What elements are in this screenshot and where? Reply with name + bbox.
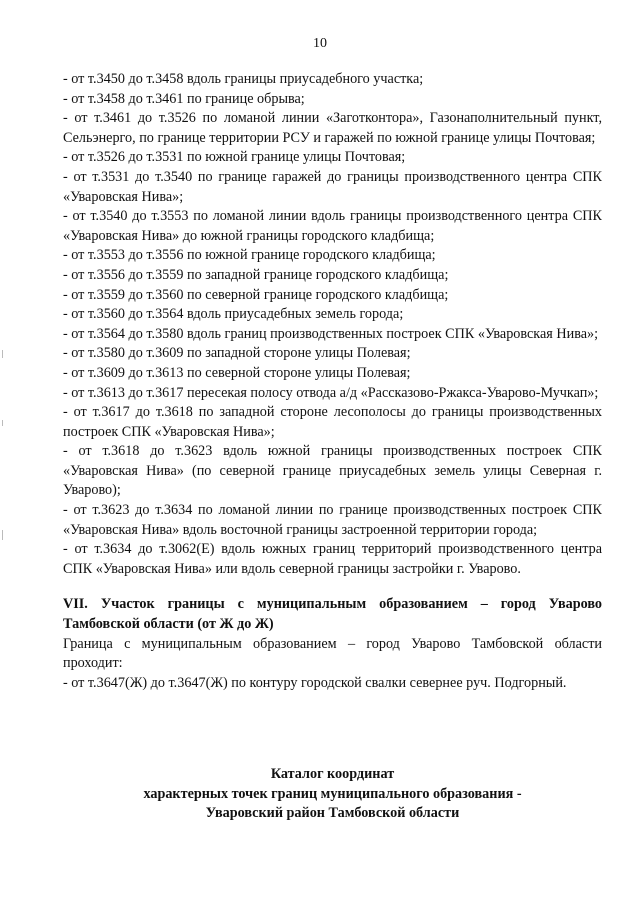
list-item: - от т.3564 до т.3580 вдоль границ производственных построек СПК «Уваровская Нива»;	[63, 325, 599, 342]
catalog-subtitle: характерных точек границ муниципального образования -	[143, 785, 522, 802]
spacer	[63, 579, 602, 595]
list-item: - от т.3560 до т.3564 вдоль приусадебных земель города;	[63, 306, 404, 323]
list-item: - от т.3634 до т.3062(Е) вдоль южных границ территорий производственного центра СПК «Уваровская Нива» или вдоль северной границы застройки г. Уварово.	[63, 541, 602, 577]
list-item: - от т.3559 до т.3560 по северной границе городского кладбища;	[63, 286, 449, 303]
list-item: - от т.3540 до т.3553 по ломаной линии вдоль границы производственного центра СПК «Уваровская Нива» до южной границы городского кладбища;	[63, 208, 602, 244]
catalog-subtitle: Уваровский район Тамбовской области	[205, 805, 460, 822]
margin-mark	[2, 420, 3, 426]
margin-mark	[2, 350, 3, 358]
list-item: - от т.3461 до т.3526 по ломаной линии «Заготконтора», Газонаполнительный пункт, Сельэнерго, по границе территории РСУ и гаражей по южной границе улицы Почтовая;	[63, 110, 602, 146]
list-item: - от т.3526 до т.3531 по южной границе улицы Почтовая;	[63, 149, 406, 166]
page-number: 10	[313, 36, 327, 51]
list-item: - от т.3556 до т.3559 по западной границе городского кладбища;	[63, 266, 449, 283]
catalog-heading	[63, 765, 602, 824]
document-body	[63, 70, 602, 693]
list-item: - от т.3609 до т.3613 по северной стороне улицы Полевая;	[63, 364, 411, 381]
list-item: - от т.3553 до т.3556 по южной границе городского кладбища;	[63, 247, 436, 264]
list-item: - от т.3458 до т.3461 по границе обрыва;	[63, 90, 305, 107]
list-item: - от т.3580 до т.3609 по западной стороне улицы Полевая;	[63, 345, 411, 362]
catalog-title: Каталог координат	[270, 766, 395, 782]
list-item: - от т.3613 до т.3617 пересекая полосу отвода а/д «Рассказово-Ржакса-Уварово-Мучкап»;	[63, 384, 599, 401]
margin-mark	[2, 530, 3, 540]
list-item: - от т.3618 до т.3623 вдоль южной границы производственных построек СПК «Уваровская Нива» (по северной границе приусадебных земель улицы Северная г. Уварово);	[63, 443, 602, 499]
list-item: - от т.3450 до т.3458 вдоль границы приусадебного участка;	[63, 71, 424, 87]
section-intro: Граница с муниципальным образованием – город Уварово Тамбовской области проходит:	[63, 635, 602, 672]
list-item: - от т.3623 до т.3634 по ломаной линии по границе производственных построек СПК «Уваровская Нива» вдоль восточной границы застроенной территории города;	[63, 502, 602, 538]
section-title: VII. Участок границы с муниципальным образованием – город Уварово Тамбовской области (от Ж до Ж)	[63, 596, 602, 633]
list-item: - от т.3647(Ж) до т.3647(Ж) по контуру городской свалки севернее руч. Подгорный.	[63, 674, 567, 691]
list-item: - от т.3531 до т.3540 по границе гаражей до границы производственного центра СПК «Уваровская Нива»;	[63, 168, 602, 205]
list-item: - от т.3617 до т.3618 по западной стороне лесополосы до границы производственных построек СПК «Уваровская Нива»;	[63, 404, 602, 440]
